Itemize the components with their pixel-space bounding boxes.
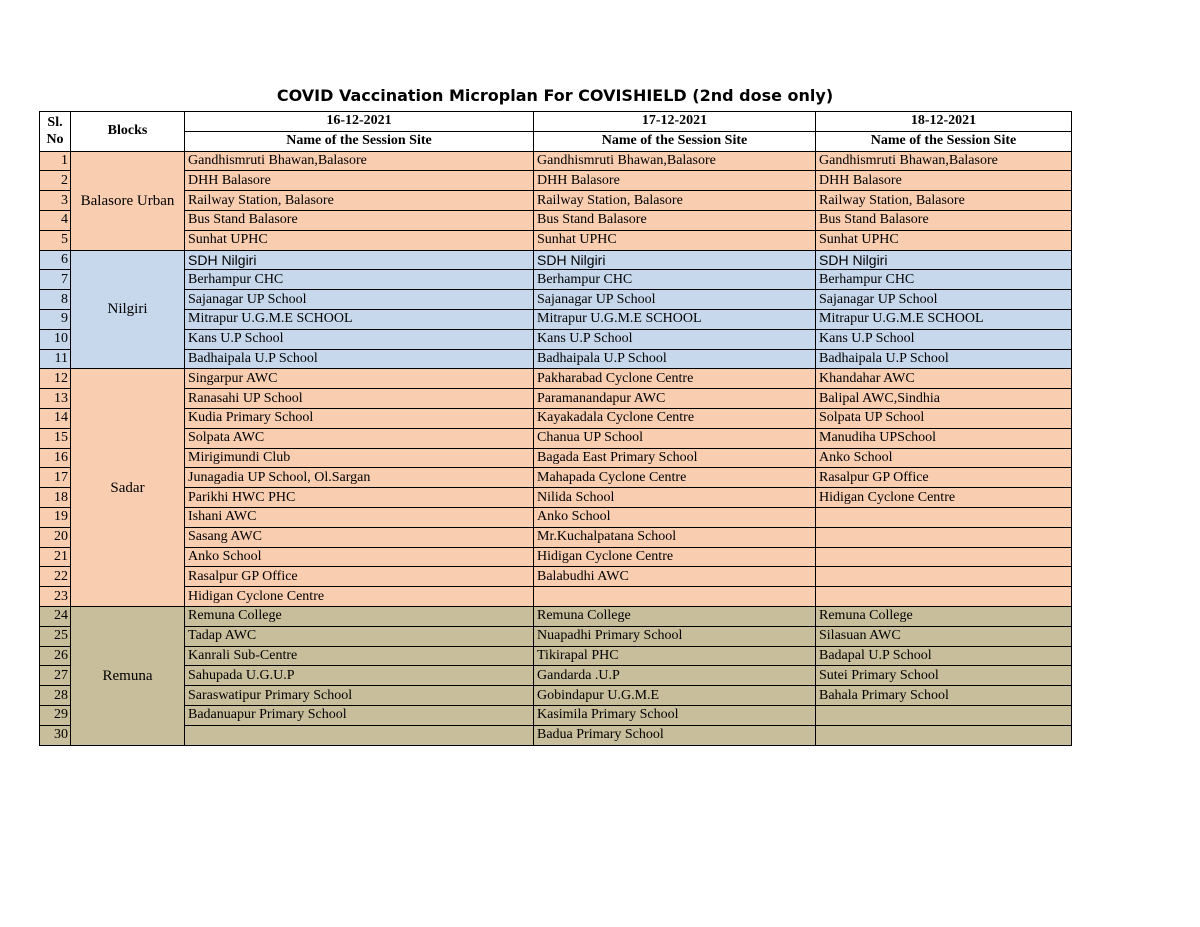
session-site-cell: Bus Stand Balasore <box>534 210 816 230</box>
table-row <box>40 408 1072 428</box>
session-site-cell: DHH Balasore <box>816 171 1072 191</box>
session-site-cell: Sahupada U.G.U.P <box>185 666 534 686</box>
session-site-cell: Rasalpur GP Office <box>816 468 1072 488</box>
sl-no-cell: 22 <box>40 567 71 587</box>
session-site-cell: Remuna College <box>816 606 1072 626</box>
session-site-cell: Kanrali Sub-Centre <box>185 646 534 666</box>
sl-no-cell: 29 <box>40 705 71 725</box>
table-row <box>40 646 1072 666</box>
session-site-cell: Solpata UP School <box>816 408 1072 428</box>
sl-no-cell: 25 <box>40 626 71 646</box>
session-site-cell: Tikirapal PHC <box>534 646 816 666</box>
session-site-cell <box>816 567 1072 587</box>
session-site-cell: Saraswatipur Primary School <box>185 686 534 706</box>
session-site-cell <box>816 587 1072 607</box>
session-site-cell: Railway Station, Balasore <box>534 191 816 211</box>
table-row <box>40 587 1072 607</box>
session-site-cell: Remuna College <box>534 606 816 626</box>
table-row <box>40 290 1072 310</box>
table-row <box>40 309 1072 329</box>
session-site-cell: Sunhat UPHC <box>816 230 1072 250</box>
sl-no-cell: 1 <box>40 151 71 171</box>
session-site-cell: Gandhismruti Bhawan,Balasore <box>534 151 816 171</box>
session-site-cell: DHH Balasore <box>534 171 816 191</box>
table-row <box>40 329 1072 349</box>
session-site-cell: Anko School <box>534 507 816 527</box>
session-site-cell: Bagada East Primary School <box>534 448 816 468</box>
table-row <box>40 725 1072 745</box>
session-site-cell <box>816 705 1072 725</box>
session-site-cell: Kans U.P School <box>816 329 1072 349</box>
session-site-cell: Badhaipala U.P School <box>185 349 534 369</box>
block-cell: Nilgiri <box>71 250 185 369</box>
table-row <box>40 349 1072 369</box>
sl-no-cell: 28 <box>40 686 71 706</box>
session-site-cell: DHH Balasore <box>185 171 534 191</box>
session-site-header-2: Name of the Session Site <box>534 131 816 151</box>
session-site-cell <box>816 507 1072 527</box>
session-site-cell: Gandhismruti Bhawan,Balasore <box>816 151 1072 171</box>
session-site-cell: Berhampur CHC <box>185 270 534 290</box>
session-site-cell: Mitrapur U.G.M.E SCHOOL <box>185 309 534 329</box>
session-site-cell: Silasuan AWC <box>816 626 1072 646</box>
sl-no-cell: 13 <box>40 389 71 409</box>
sl-no-cell: 26 <box>40 646 71 666</box>
session-site-cell: Khandahar AWC <box>816 369 1072 389</box>
session-site-cell: Sunhat UPHC <box>534 230 816 250</box>
session-site-cell: Kans U.P School <box>534 329 816 349</box>
session-site-cell: Remuna College <box>185 606 534 626</box>
sl-no-cell: 11 <box>40 349 71 369</box>
table-row <box>40 250 1072 270</box>
sl-no-cell: 4 <box>40 210 71 230</box>
session-site-cell: SDH Nilgiri <box>185 250 534 270</box>
session-site-cell: Chanua UP School <box>534 428 816 448</box>
table-row <box>40 527 1072 547</box>
session-site-cell <box>816 725 1072 745</box>
table-row <box>40 626 1072 646</box>
table-row <box>40 448 1072 468</box>
session-site-cell: Kayakadala Cyclone Centre <box>534 408 816 428</box>
blocks-header: Blocks <box>71 112 185 152</box>
session-site-cell: Anko School <box>185 547 534 567</box>
sl-no-cell: 10 <box>40 329 71 349</box>
session-site-cell: Mirigimundi Club <box>185 448 534 468</box>
session-site-cell: Sutei Primary School <box>816 666 1072 686</box>
table-row <box>40 567 1072 587</box>
session-site-cell: Kudia Primary School <box>185 408 534 428</box>
sl-no-cell: 17 <box>40 468 71 488</box>
sl-no-cell: 16 <box>40 448 71 468</box>
table-body <box>40 151 1072 745</box>
session-site-cell: Solpata AWC <box>185 428 534 448</box>
sl-no-cell: 3 <box>40 191 71 211</box>
sl-no-cell: 23 <box>40 587 71 607</box>
session-site-cell: Badanuapur Primary School <box>185 705 534 725</box>
session-site-cell: Parikhi HWC PHC <box>185 488 534 508</box>
session-site-cell: Berhampur CHC <box>816 270 1072 290</box>
session-site-cell: Bus Stand Balasore <box>185 210 534 230</box>
table-row <box>40 428 1072 448</box>
sl-no-cell: 20 <box>40 527 71 547</box>
table-row <box>40 705 1072 725</box>
session-site-cell: Singarpur AWC <box>185 369 534 389</box>
session-site-cell: Railway Station, Balasore <box>816 191 1072 211</box>
session-site-header-1: Name of the Session Site <box>185 131 534 151</box>
table-row <box>40 547 1072 567</box>
block-cell: Balasore Urban <box>71 151 185 250</box>
session-site-cell: Gobindapur U.G.M.E <box>534 686 816 706</box>
session-site-cell: Berhampur CHC <box>534 270 816 290</box>
table-row <box>40 666 1072 686</box>
sl-no-cell: 6 <box>40 250 71 270</box>
session-site-cell: Nuapadhi Primary School <box>534 626 816 646</box>
sl-no-cell: 21 <box>40 547 71 567</box>
session-site-cell: Rasalpur GP Office <box>185 567 534 587</box>
session-site-cell: SDH Nilgiri <box>816 250 1072 270</box>
date-header-1: 16-12-2021 <box>185 112 534 132</box>
session-site-cell: Sunhat UPHC <box>185 230 534 250</box>
session-site-cell: Kasimila Primary School <box>534 705 816 725</box>
session-site-cell: Sajanagar UP School <box>816 290 1072 310</box>
table-row <box>40 369 1072 389</box>
table-row <box>40 606 1072 626</box>
microplan-table <box>39 111 1072 746</box>
session-site-cell <box>816 547 1072 567</box>
session-site-cell: Badhaipala U.P School <box>816 349 1072 369</box>
session-site-cell: Mr.Kuchalpatana School <box>534 527 816 547</box>
sl-no-cell: 9 <box>40 309 71 329</box>
session-site-cell: Hidigan Cyclone Centre <box>185 587 534 607</box>
session-site-cell: Sajanagar UP School <box>534 290 816 310</box>
session-site-cell: Gandhismruti Bhawan,Balasore <box>185 151 534 171</box>
table-row <box>40 171 1072 191</box>
session-site-cell: Badapal U.P School <box>816 646 1072 666</box>
sl-no-cell: 14 <box>40 408 71 428</box>
session-site-cell: Mitrapur U.G.M.E SCHOOL <box>816 309 1072 329</box>
table-row <box>40 210 1072 230</box>
session-site-cell: Pakharabad Cyclone Centre <box>534 369 816 389</box>
sl-no-cell: 5 <box>40 230 71 250</box>
session-site-cell: Balabudhi AWC <box>534 567 816 587</box>
session-site-cell: Hidigan Cyclone Centre <box>534 547 816 567</box>
session-site-cell: Kans U.P School <box>185 329 534 349</box>
table-row <box>40 191 1072 211</box>
session-site-cell: Anko School <box>816 448 1072 468</box>
sl-no-cell: 19 <box>40 507 71 527</box>
session-site-cell <box>816 527 1072 547</box>
session-site-cell <box>534 587 816 607</box>
header-row-sites <box>40 131 1072 151</box>
session-site-cell: Badua Primary School <box>534 725 816 745</box>
sl-no-cell: 30 <box>40 725 71 745</box>
block-cell: Remuna <box>71 606 185 745</box>
table-row <box>40 270 1072 290</box>
table-row <box>40 686 1072 706</box>
session-site-cell: Paramanandapur AWC <box>534 389 816 409</box>
session-site-cell: Ishani AWC <box>185 507 534 527</box>
sl-no-cell: 24 <box>40 606 71 626</box>
session-site-cell <box>185 725 534 745</box>
sl-no-header <box>40 112 71 152</box>
sl-no-cell: 27 <box>40 666 71 686</box>
session-site-cell: Bahala Primary School <box>816 686 1072 706</box>
date-header-2: 17-12-2021 <box>534 112 816 132</box>
session-site-cell: Sajanagar UP School <box>185 290 534 310</box>
table-row <box>40 389 1072 409</box>
session-site-cell: Bus Stand Balasore <box>816 210 1072 230</box>
date-header-3: 18-12-2021 <box>816 112 1072 132</box>
sl-no-cell: 7 <box>40 270 71 290</box>
session-site-cell: Mahapada Cyclone Centre <box>534 468 816 488</box>
table-row <box>40 151 1072 171</box>
table-header <box>40 112 1072 152</box>
session-site-cell: Hidigan Cyclone Centre <box>816 488 1072 508</box>
session-site-cell: Junagadia UP School, Ol.Sargan <box>185 468 534 488</box>
document-title: COVID Vaccination Microplan For COVISHIELD (2nd dose only) <box>276 86 834 105</box>
table-row <box>40 468 1072 488</box>
sl-header-line2: No <box>46 132 64 148</box>
session-site-cell: Badhaipala U.P School <box>534 349 816 369</box>
sl-header-line1: Sl. <box>47 115 63 131</box>
sl-no-cell: 15 <box>40 428 71 448</box>
session-site-header-3: Name of the Session Site <box>816 131 1072 151</box>
sl-no-cell: 2 <box>40 171 71 191</box>
session-site-cell: Ranasahi UP School <box>185 389 534 409</box>
session-site-cell: Gandarda .U.P <box>534 666 816 686</box>
sl-no-cell: 8 <box>40 290 71 310</box>
session-site-cell: SDH Nilgiri <box>534 250 816 270</box>
block-cell: Sadar <box>71 369 185 607</box>
session-site-cell: Railway Station, Balasore <box>185 191 534 211</box>
sl-no-cell: 12 <box>40 369 71 389</box>
table-row <box>40 230 1072 250</box>
session-site-cell: Manudiha UPSchool <box>816 428 1072 448</box>
sl-no-cell: 18 <box>40 488 71 508</box>
session-site-cell: Balipal AWC,Sindhia <box>816 389 1072 409</box>
session-site-cell: Mitrapur U.G.M.E SCHOOL <box>534 309 816 329</box>
session-site-cell: Tadap AWC <box>185 626 534 646</box>
session-site-cell: Sasang AWC <box>185 527 534 547</box>
table-row <box>40 488 1072 508</box>
session-site-cell: Nilida School <box>534 488 816 508</box>
table-row <box>40 507 1072 527</box>
header-row-dates <box>40 112 1072 132</box>
